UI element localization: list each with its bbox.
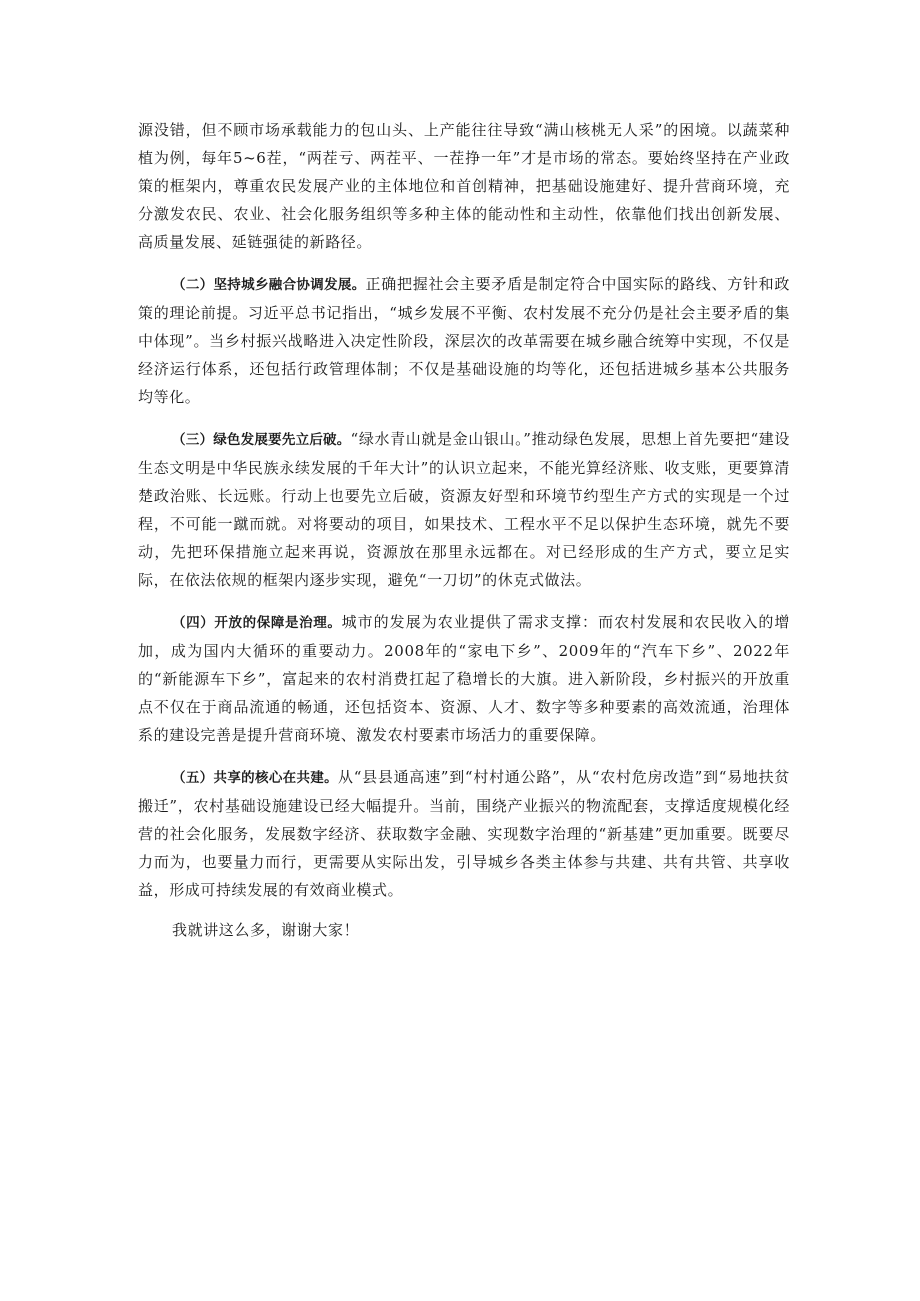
closing-remark: 我就讲这么多，谢谢大家！ — [172, 921, 360, 939]
section-heading: （四）开放的保障是治理。 — [172, 615, 342, 631]
paragraph-body: 从“县县通高速”到“村村通公路”，从“农村危房改造”到“易地扶贫搬迁”，农村基础设施建设已经大幅提升。当前，围绕产业振兴的物流配套，支撑适度规模化经营的社会化服务，发展数字经济、获取数字金融、实现数字治理的“新基建”更加重要。既要尽力而为，也要量力而行，更需要从实际出发，引导城乡各类主体参与共建、共有共管、共享收益，形成可持续发展的有效商业模式。 — [138, 768, 790, 899]
section-heading: （五）共享的核心在共建。 — [172, 770, 338, 786]
paragraph-green-development — [138, 425, 790, 594]
paragraph-body: 正确把握社会主要矛盾是制定符合中国实际的路线、方针和政策的理论前提。习近平总书记指出，“城乡发展不平衡、农村发展不充分仍是社会主要矛盾的集中体现”。当乡村振兴战略进入决定性阶段，深层次的改革需要在城乡融合统筹中实现，不仅是经济运行体系，还包括行政管理体制；不仅是基础设施的均等化，还包括进城乡基本公共服务均等化。 — [138, 275, 790, 406]
paragraph-body: “绿水青山就是金山银山。”推动绿色发展，思想上首先要把“建设生态文明是中华民族永续发展的千年大计”的认识立起来，不能光算经济账、收支账，更要算清楚政治账、长远账。行动上也要先立后破，资源友好型和环境节约型生产方式的实现是一个过程，不可能一蹴而就。对将要动的项目，如果技术、工程水平不足以保护生态环境，就先不要动，先把环保措施立起来再说，资源放在那里永远都在。对已经形成的生产方式，要立足实际，在依法依规的框架内逐步实现，避免“一刀切”的休克式做法。 — [138, 430, 790, 589]
paragraph-body: 城市的发展为农业提供了需求支撑：而农村发展和农民收入的增加，成为国内大循环的重要动力。2008年的“家电下乡”、2009年的“汽车下乡”、2022年的“新能源车下乡”，富起来的农村消费扛起了稳增长的大旗。进入新阶段，乡村振兴的开放重点不仅在于商品流通的畅通，还包括资本、资源、人才、数字等多种要素的高效流通，治理体系的建设完善是提升营商环境、激发农村要素市场活力的重要保障。 — [138, 613, 790, 744]
paragraph-body: 源没错，但不顾市场承载能力的包山头、上产能往往导致“满山核桃无人采”的困境。以蔬菜种植为例，每年5~6茬，“两茬亏、两茬平、一茬挣一年”才是市场的常态。要始终坚持在产业政策的框架内，尊重农民发展产业的主体地位和首创精神，把基础设施建好、提升营商环境，充分激发农民、农业、社会化服务组织等多种主体的能动性和主动性，依靠他们找出创新发展、高质量发展、延链强徒的新路径。 — [138, 121, 790, 251]
paragraph-urban-rural-integration — [138, 270, 790, 411]
paragraph-continuation — [138, 116, 790, 256]
paragraph-opening-governance — [138, 608, 790, 749]
document-page — [138, 116, 790, 944]
section-heading: （二）坚持城乡融合协调发展。 — [172, 277, 366, 293]
paragraph-sharing-co-building — [138, 763, 790, 904]
section-heading: （三）绿色发展要先立后破。 — [172, 432, 351, 448]
